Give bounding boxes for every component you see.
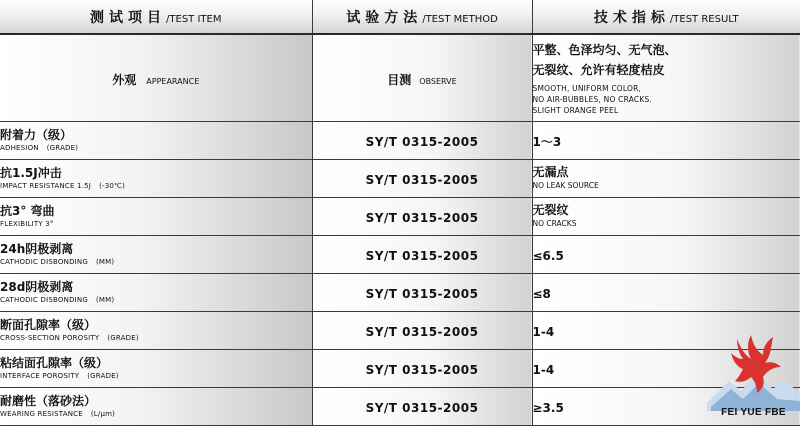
appearance-item-cn: 外观 — [112, 72, 137, 87]
method-cell — [312, 236, 532, 274]
appearance-item-cell — [0, 34, 312, 122]
result-value: 1-4 — [532, 363, 555, 377]
result-value: ≥3.5 — [532, 401, 564, 415]
method-standard: SY/T 0315-2005 — [365, 173, 479, 187]
result-en: NO LEAK SOURCE — [532, 181, 599, 190]
item-en-line — [0, 409, 312, 419]
item-en: CATHODIC DISBONDING — [0, 296, 88, 304]
item-en-line — [0, 333, 312, 343]
appearance-method-cn: 目测 — [387, 72, 412, 87]
appearance-result-en-3: SLIGHT ORANGE PEEL — [532, 106, 619, 115]
item-cn: 24h阴极剥离 — [0, 242, 74, 256]
method-cell — [312, 160, 532, 198]
table-row — [0, 274, 800, 312]
result-value: ≤8 — [532, 287, 551, 301]
item-en-line — [0, 257, 312, 267]
item-cn: 抗1.5J冲击 — [0, 166, 62, 180]
item-cell — [0, 160, 312, 198]
table-row — [0, 388, 800, 426]
appearance-item-en: APPEARANCE — [146, 76, 200, 86]
result-cn: 无裂纹 — [532, 203, 569, 217]
method-standard: SY/T 0315-2005 — [365, 325, 479, 339]
item-cn: 28d阴极剥离 — [0, 280, 74, 294]
item-cell — [0, 388, 312, 426]
item-cell — [0, 312, 312, 350]
result-value: 1-4 — [532, 325, 555, 339]
table-row — [0, 122, 800, 160]
item-en: FLEXIBILITY 3° — [0, 220, 54, 228]
item-en-line — [0, 181, 312, 191]
item-cn: 粘结面孔隙率（级） — [0, 356, 109, 370]
table-header-row — [0, 0, 800, 34]
method-cell — [312, 388, 532, 426]
item-unit: (L/μm) — [90, 410, 116, 418]
item-cn: 抗3° 弯曲 — [0, 204, 55, 218]
header-test-item — [0, 0, 312, 34]
header-result-en: /TEST RESULT — [669, 13, 739, 25]
method-cell — [312, 198, 532, 236]
header-result-cn: 技术指标 — [593, 9, 670, 26]
result-cell — [532, 160, 800, 198]
item-unit: (-30℃) — [99, 182, 126, 190]
method-standard: SY/T 0315-2005 — [365, 211, 479, 225]
fei-yue-logo — [707, 331, 800, 431]
item-en: INTERFACE POROSITY — [0, 372, 80, 380]
table-row — [0, 312, 800, 350]
method-standard: SY/T 0315-2005 — [365, 249, 479, 263]
item-cell — [0, 236, 312, 274]
item-unit: (GRADE) — [87, 372, 119, 380]
header-test-method — [312, 0, 532, 34]
item-en: ADHESION — [0, 144, 39, 152]
appearance-result-en-1: SMOOTH, UNIFORM COLOR, — [532, 84, 642, 93]
item-en-line — [0, 295, 312, 305]
table-row — [0, 198, 800, 236]
method-standard: SY/T 0315-2005 — [365, 363, 479, 377]
appearance-method-en: OBSERVE — [419, 76, 457, 86]
result-value: 1～3 — [532, 135, 562, 149]
item-en: WEARING RESISTANCE — [0, 410, 83, 418]
appearance-result-cn-1: 平整、色泽均匀、无气泡、 — [532, 43, 677, 57]
item-cn: 附着力（级） — [0, 128, 73, 142]
result-cell — [532, 236, 800, 274]
item-unit: (MM) — [96, 258, 115, 266]
item-en-line — [0, 219, 312, 229]
method-cell — [312, 122, 532, 160]
item-unit: (GRADE) — [46, 144, 79, 152]
item-unit: (GRADE) — [107, 334, 139, 342]
method-cell — [312, 312, 532, 350]
result-value: ≤6.5 — [532, 249, 564, 263]
appearance-result-cell — [532, 34, 800, 122]
method-standard: SY/T 0315-2005 — [365, 135, 479, 149]
item-en: CROSS-SECTION POROSITY — [0, 334, 100, 342]
header-method-en: /TEST METHOD — [422, 13, 498, 25]
header-item-cn: 测试项目 — [90, 9, 167, 26]
method-cell — [312, 350, 532, 388]
item-en: IMPACT RESISTANCE 1.5J — [0, 182, 92, 190]
item-en: CATHODIC DISBONDING — [0, 258, 88, 266]
item-cell — [0, 274, 312, 312]
method-cell — [312, 274, 532, 312]
item-en-line — [0, 143, 312, 153]
table-row — [0, 350, 800, 388]
appearance-method-cell — [312, 34, 532, 122]
appearance-result-en-2: NO AIR-BUBBLES, NO CRACKS. — [532, 95, 652, 104]
item-cell — [0, 198, 312, 236]
table-row — [0, 236, 800, 274]
result-cell — [532, 198, 800, 236]
item-cell — [0, 122, 312, 160]
result-cn: 无漏点 — [532, 165, 569, 179]
header-test-result — [532, 0, 800, 34]
header-method-cn: 试验方法 — [346, 9, 423, 26]
method-standard: SY/T 0315-2005 — [365, 287, 479, 301]
item-en-line — [0, 371, 312, 381]
result-cell — [532, 274, 800, 312]
result-cell — [532, 122, 800, 160]
method-standard: SY/T 0315-2005 — [365, 401, 479, 415]
eagle-shape — [731, 335, 781, 393]
header-item-en: /TEST ITEM — [166, 13, 222, 25]
item-unit: (MM) — [96, 296, 115, 304]
appearance-result-cn-2: 无裂纹、允许有轻度桔皮 — [532, 63, 665, 77]
item-cn: 断面孔隙率（级） — [0, 318, 97, 332]
result-en: NO CRACKS — [532, 219, 577, 228]
item-cell — [0, 350, 312, 388]
eagle-mountain-icon — [707, 331, 800, 411]
logo-text: FEI YUE FBE — [721, 407, 786, 418]
item-cn: 耐磨性（落砂法） — [0, 394, 97, 408]
table-row-appearance — [0, 34, 800, 122]
table-row — [0, 160, 800, 198]
